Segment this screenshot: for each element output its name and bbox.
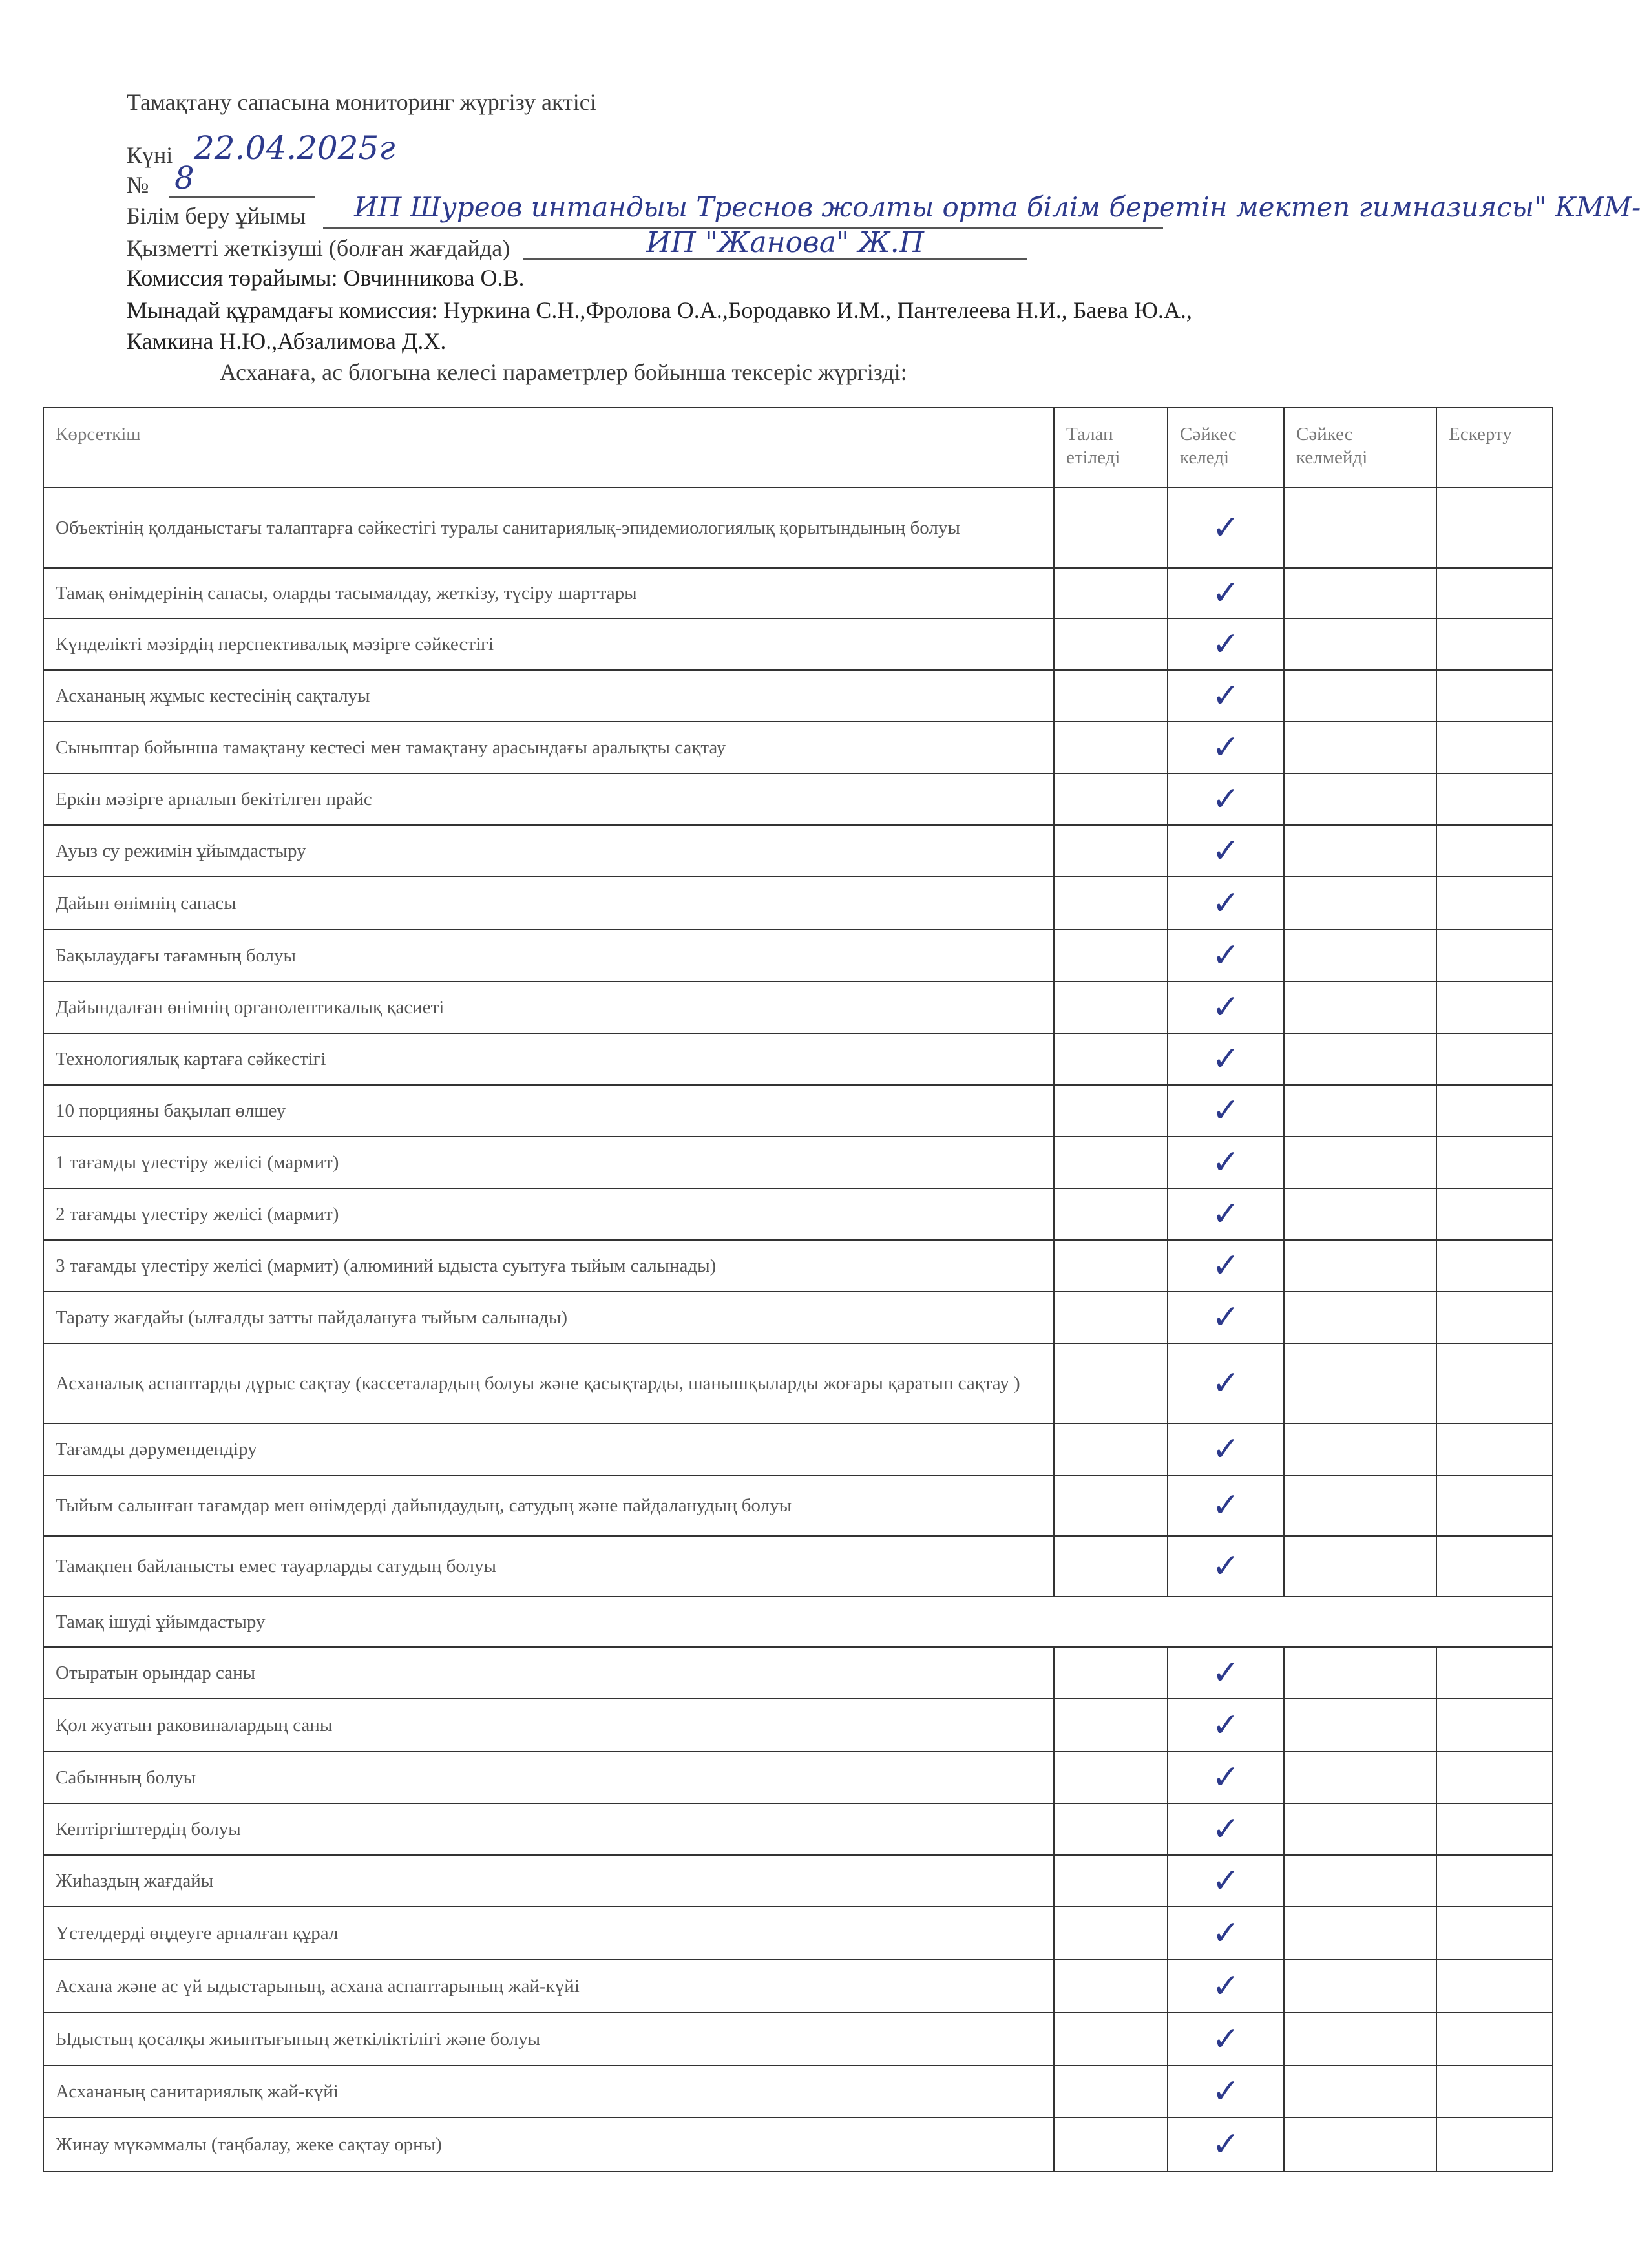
note-cell xyxy=(1436,670,1553,722)
indicator-cell: 10 порцияны бақылап өлшеу xyxy=(43,1085,1054,1137)
date-label: Күні xyxy=(127,142,173,168)
table-row xyxy=(43,1647,1553,1699)
table-body-section xyxy=(43,1647,1553,2172)
noncompliant-cell xyxy=(1284,1085,1436,1137)
noncompliant-cell xyxy=(1284,1647,1436,1699)
indicator-cell: Тағамды дәрумендендіру xyxy=(43,1423,1054,1475)
noncompliant-cell xyxy=(1284,1907,1436,1960)
table-body-main xyxy=(43,488,1553,1597)
indicator-cell: 1 тағамды үлестіру желісі (мармит) xyxy=(43,1137,1054,1188)
noncompliant-cell xyxy=(1284,1423,1436,1475)
compliant-cell: ✓ xyxy=(1168,1699,1284,1752)
table-row xyxy=(43,1699,1553,1752)
note-cell xyxy=(1436,568,1553,618)
indicator-cell: Тамақпен байланысты емес тауарларды сатудың болуы xyxy=(43,1536,1054,1597)
compliant-cell: ✓ xyxy=(1168,930,1284,982)
note-cell xyxy=(1436,1699,1553,1752)
note-cell xyxy=(1436,982,1553,1033)
required-cell xyxy=(1054,618,1168,670)
table-row xyxy=(43,982,1553,1033)
noncompliant-cell xyxy=(1284,568,1436,618)
note-cell xyxy=(1436,1752,1553,1803)
required-cell xyxy=(1054,2066,1168,2117)
indicator-cell: Объектінің қолданыстағы талаптарға сәйкестігі туралы санитариялық-эпидемиологиялық қорытындының болуы xyxy=(43,488,1054,568)
table-row xyxy=(43,1033,1553,1085)
col-header-compliant: Сәйкес келеді xyxy=(1168,408,1284,488)
required-cell xyxy=(1054,825,1168,877)
noncompliant-cell xyxy=(1284,825,1436,877)
compliant-cell: ✓ xyxy=(1168,1188,1284,1240)
indicator-cell: Асханалық аспаптарды дұрыс сақтау (кассеталардың болуы және қасықтарды, шанышқыларды жоғары қаратып сақтау ) xyxy=(43,1343,1054,1423)
required-cell xyxy=(1054,1855,1168,1907)
noncompliant-cell xyxy=(1284,1033,1436,1085)
compliant-cell: ✓ xyxy=(1168,1475,1284,1536)
table-row xyxy=(43,877,1553,930)
noncompliant-cell xyxy=(1284,930,1436,982)
note-cell xyxy=(1436,1855,1553,1907)
required-cell xyxy=(1054,1647,1168,1699)
noncompliant-cell xyxy=(1284,877,1436,930)
monitoring-table xyxy=(43,407,1553,2172)
indicator-cell: Отыратын орындар саны xyxy=(43,1647,1054,1699)
required-cell xyxy=(1054,670,1168,722)
compliant-cell: ✓ xyxy=(1168,1423,1284,1475)
compliant-cell: ✓ xyxy=(1168,1292,1284,1343)
noncompliant-cell xyxy=(1284,1188,1436,1240)
required-cell xyxy=(1054,877,1168,930)
table-row xyxy=(43,1960,1553,2013)
compliant-cell: ✓ xyxy=(1168,670,1284,722)
table-row xyxy=(43,488,1553,568)
note-cell xyxy=(1436,2066,1553,2117)
required-cell xyxy=(1054,1292,1168,1343)
commission-members-line2: Камкина Н.Ю.,Абзалимова Д.Х. xyxy=(127,328,446,354)
note-cell xyxy=(1436,1137,1553,1188)
table-row xyxy=(43,1475,1553,1536)
note-cell xyxy=(1436,618,1553,670)
noncompliant-cell xyxy=(1284,618,1436,670)
table-row xyxy=(43,1855,1553,1907)
indicator-cell: Дайындалған өнімнің органолептикалық қасиеті xyxy=(43,982,1054,1033)
org-label: Білім беру ұйымы xyxy=(127,203,306,229)
required-cell xyxy=(1054,982,1168,1033)
table-row xyxy=(43,2066,1553,2117)
compliant-cell: ✓ xyxy=(1168,1752,1284,1803)
number-value: 8 xyxy=(174,160,194,196)
table-row xyxy=(43,2013,1553,2066)
compliant-cell: ✓ xyxy=(1168,1960,1284,2013)
table-header-row xyxy=(43,408,1553,488)
table-row xyxy=(43,1240,1553,1292)
indicator-cell: Асхананың жұмыс кестесінің сақталуы xyxy=(43,670,1054,722)
indicator-cell: Еркін мәзірге арналып бекітілген прайс xyxy=(43,773,1054,825)
required-cell xyxy=(1054,568,1168,618)
table-row xyxy=(43,1907,1553,1960)
required-cell xyxy=(1054,773,1168,825)
indicator-cell: Тамақ өнімдерінің сапасы, оларды тасымалдау, жеткізу, түсіру шарттары xyxy=(43,568,1054,618)
compliant-cell: ✓ xyxy=(1168,722,1284,773)
required-cell xyxy=(1054,1803,1168,1855)
supplier-value: ИП "Жанова" Ж.П xyxy=(646,226,924,259)
note-cell xyxy=(1436,488,1553,568)
required-cell xyxy=(1054,1752,1168,1803)
indicator-cell: Технологиялық картаға сәйкестігі xyxy=(43,1033,1054,1085)
number-label: № xyxy=(127,172,149,198)
table-row xyxy=(43,1536,1553,1597)
noncompliant-cell xyxy=(1284,1137,1436,1188)
noncompliant-cell xyxy=(1284,982,1436,1033)
note-cell xyxy=(1436,1647,1553,1699)
table-row xyxy=(43,1752,1553,1803)
required-cell xyxy=(1054,1699,1168,1752)
required-cell xyxy=(1054,1536,1168,1597)
noncompliant-cell xyxy=(1284,1803,1436,1855)
table-row xyxy=(43,930,1553,982)
col-header-noncompliant: Сәйкес келмейді xyxy=(1284,408,1436,488)
indicator-cell: Тыйым салынған тағамдар мен өнімдерді дайындаудың, сатудың және пайдаланудың болуы xyxy=(43,1475,1054,1536)
section-header-row xyxy=(43,1597,1553,1647)
table-row xyxy=(43,670,1553,722)
compliant-cell: ✓ xyxy=(1168,2013,1284,2066)
table-row xyxy=(43,568,1553,618)
required-cell xyxy=(1054,1137,1168,1188)
indicator-cell: Қол жуатын раковиналардың саны xyxy=(43,1699,1054,1752)
section-title: Тамақ ішуді ұйымдастыру xyxy=(43,1597,1553,1647)
note-cell xyxy=(1436,1423,1553,1475)
compliant-cell: ✓ xyxy=(1168,825,1284,877)
inspection-intro: Асханаға, ас блогына келесі параметрлер бойынша тексеріс жүргізді: xyxy=(220,359,907,385)
indicator-cell: Үстелдерді өңдеуге арналған құрал xyxy=(43,1907,1054,1960)
compliant-cell: ✓ xyxy=(1168,1085,1284,1137)
noncompliant-cell xyxy=(1284,670,1436,722)
commission-members-line1: Мынадай құрамдағы комиссия: Нуркина С.Н.,Фролова О.А.,Бородавко И.М., Пантелеева Н.И., Баева Ю.А., xyxy=(127,297,1192,323)
noncompliant-cell xyxy=(1284,1699,1436,1752)
indicator-cell: Ауыз су режимін ұйымдастыру xyxy=(43,825,1054,877)
required-cell xyxy=(1054,1475,1168,1536)
compliant-cell: ✓ xyxy=(1168,773,1284,825)
col-header-required: Талап етіледі xyxy=(1054,408,1168,488)
document-title: Тамақтану сапасына мониторинг жүргізу актісі xyxy=(127,89,596,115)
compliant-cell: ✓ xyxy=(1168,1536,1284,1597)
noncompliant-cell xyxy=(1284,1960,1436,2013)
table-row xyxy=(43,1803,1553,1855)
note-cell xyxy=(1436,2117,1553,2172)
col-header-note: Ескерту xyxy=(1436,408,1553,488)
compliant-cell: ✓ xyxy=(1168,568,1284,618)
noncompliant-cell xyxy=(1284,722,1436,773)
indicator-cell: Жиһаздың жағдайы xyxy=(43,1855,1054,1907)
required-cell xyxy=(1054,930,1168,982)
note-cell xyxy=(1436,1960,1553,2013)
note-cell xyxy=(1436,1188,1553,1240)
noncompliant-cell xyxy=(1284,773,1436,825)
table-row xyxy=(43,825,1553,877)
note-cell xyxy=(1436,1240,1553,1292)
note-cell xyxy=(1436,1803,1553,1855)
supplier-label: Қызметті жеткізуші (болған жағдайда) xyxy=(127,235,510,261)
note-cell xyxy=(1436,1085,1553,1137)
table-row xyxy=(43,1423,1553,1475)
noncompliant-cell xyxy=(1284,1343,1436,1423)
noncompliant-cell xyxy=(1284,2117,1436,2172)
indicator-cell: Дайын өнімнің сапасы xyxy=(43,877,1054,930)
compliant-cell: ✓ xyxy=(1168,877,1284,930)
required-cell xyxy=(1054,722,1168,773)
org-value: ИП Шуреов интандыы Треснов жолты орта білім беретін мектеп гимназиясы" КММ- xyxy=(354,191,1641,223)
compliant-cell: ✓ xyxy=(1168,1907,1284,1960)
note-cell xyxy=(1436,1536,1553,1597)
table-row xyxy=(43,773,1553,825)
indicator-cell: Тарату жағдайы (ылғалды затты пайдалануға тыйым салынады) xyxy=(43,1292,1054,1343)
note-cell xyxy=(1436,773,1553,825)
indicator-cell: Сыныптар бойынша тамақтану кестесі мен тамақтану арасындағы аралықты сақтау xyxy=(43,722,1054,773)
table-section xyxy=(43,1597,1553,1647)
required-cell xyxy=(1054,1240,1168,1292)
note-cell xyxy=(1436,877,1553,930)
indicator-cell: Күнделікті мәзірдің перспективалық мәзірге сәйкестігі xyxy=(43,618,1054,670)
required-cell xyxy=(1054,1343,1168,1423)
compliant-cell: ✓ xyxy=(1168,1803,1284,1855)
required-cell xyxy=(1054,488,1168,568)
required-cell xyxy=(1054,2117,1168,2172)
note-cell xyxy=(1436,1475,1553,1536)
supplier-underline xyxy=(523,258,1027,260)
noncompliant-cell xyxy=(1284,1536,1436,1597)
noncompliant-cell xyxy=(1284,1240,1436,1292)
note-cell xyxy=(1436,1907,1553,1960)
compliant-cell: ✓ xyxy=(1168,1137,1284,1188)
indicator-cell: Асхананың санитариялық жай-күйі xyxy=(43,2066,1054,2117)
compliant-cell: ✓ xyxy=(1168,1855,1284,1907)
note-cell xyxy=(1436,1033,1553,1085)
table-row xyxy=(43,1137,1553,1188)
table-row xyxy=(43,1188,1553,1240)
compliant-cell: ✓ xyxy=(1168,982,1284,1033)
note-cell xyxy=(1436,825,1553,877)
table-row xyxy=(43,1085,1553,1137)
noncompliant-cell xyxy=(1284,488,1436,568)
indicator-cell: 2 тағамды үлестіру желісі (мармит) xyxy=(43,1188,1054,1240)
required-cell xyxy=(1054,2013,1168,2066)
compliant-cell: ✓ xyxy=(1168,618,1284,670)
noncompliant-cell xyxy=(1284,2013,1436,2066)
table-row xyxy=(43,2117,1553,2172)
required-cell xyxy=(1054,1033,1168,1085)
indicator-cell: Бақылаудағы тағамның болуы xyxy=(43,930,1054,982)
indicator-cell: 3 тағамды үлестіру желісі (мармит) (алюминий ыдыста суытуға тыйым салынады) xyxy=(43,1240,1054,1292)
compliant-cell: ✓ xyxy=(1168,1647,1284,1699)
number-underline xyxy=(169,196,315,198)
required-cell xyxy=(1054,1960,1168,2013)
indicator-cell: Ыдыстың қосалқы жиынтығының жеткіліктілігі және болуы xyxy=(43,2013,1054,2066)
indicator-cell: Кептіргіштердің болуы xyxy=(43,1803,1054,1855)
noncompliant-cell xyxy=(1284,1855,1436,1907)
table-row xyxy=(43,618,1553,670)
compliant-cell: ✓ xyxy=(1168,1343,1284,1423)
required-cell xyxy=(1054,1907,1168,1960)
compliant-cell: ✓ xyxy=(1168,488,1284,568)
commission-chair: Комиссия төрайымы: Овчинникова О.В. xyxy=(127,265,525,291)
indicator-cell: Жинау мүкәммалы (таңбалау, жеке сақтау орны) xyxy=(43,2117,1054,2172)
note-cell xyxy=(1436,722,1553,773)
noncompliant-cell xyxy=(1284,1475,1436,1536)
noncompliant-cell xyxy=(1284,2066,1436,2117)
required-cell xyxy=(1054,1188,1168,1240)
date-value: 22.04.2025г xyxy=(194,129,395,167)
compliant-cell: ✓ xyxy=(1168,1240,1284,1292)
note-cell xyxy=(1436,1343,1553,1423)
required-cell xyxy=(1054,1423,1168,1475)
compliant-cell: ✓ xyxy=(1168,1033,1284,1085)
indicator-cell: Асхана және ас үй ыдыстарының, асхана аспаптарының жай-күйі xyxy=(43,1960,1054,2013)
col-header-indicator: Көрсеткіш xyxy=(43,408,1054,488)
note-cell xyxy=(1436,2013,1553,2066)
table-row xyxy=(43,1292,1553,1343)
table-row xyxy=(43,722,1553,773)
indicator-cell: Сабынның болуы xyxy=(43,1752,1054,1803)
noncompliant-cell xyxy=(1284,1752,1436,1803)
compliant-cell: ✓ xyxy=(1168,2066,1284,2117)
noncompliant-cell xyxy=(1284,1292,1436,1343)
required-cell xyxy=(1054,1085,1168,1137)
note-cell xyxy=(1436,1292,1553,1343)
table-row xyxy=(43,1343,1553,1423)
compliant-cell: ✓ xyxy=(1168,2117,1284,2172)
note-cell xyxy=(1436,930,1553,982)
